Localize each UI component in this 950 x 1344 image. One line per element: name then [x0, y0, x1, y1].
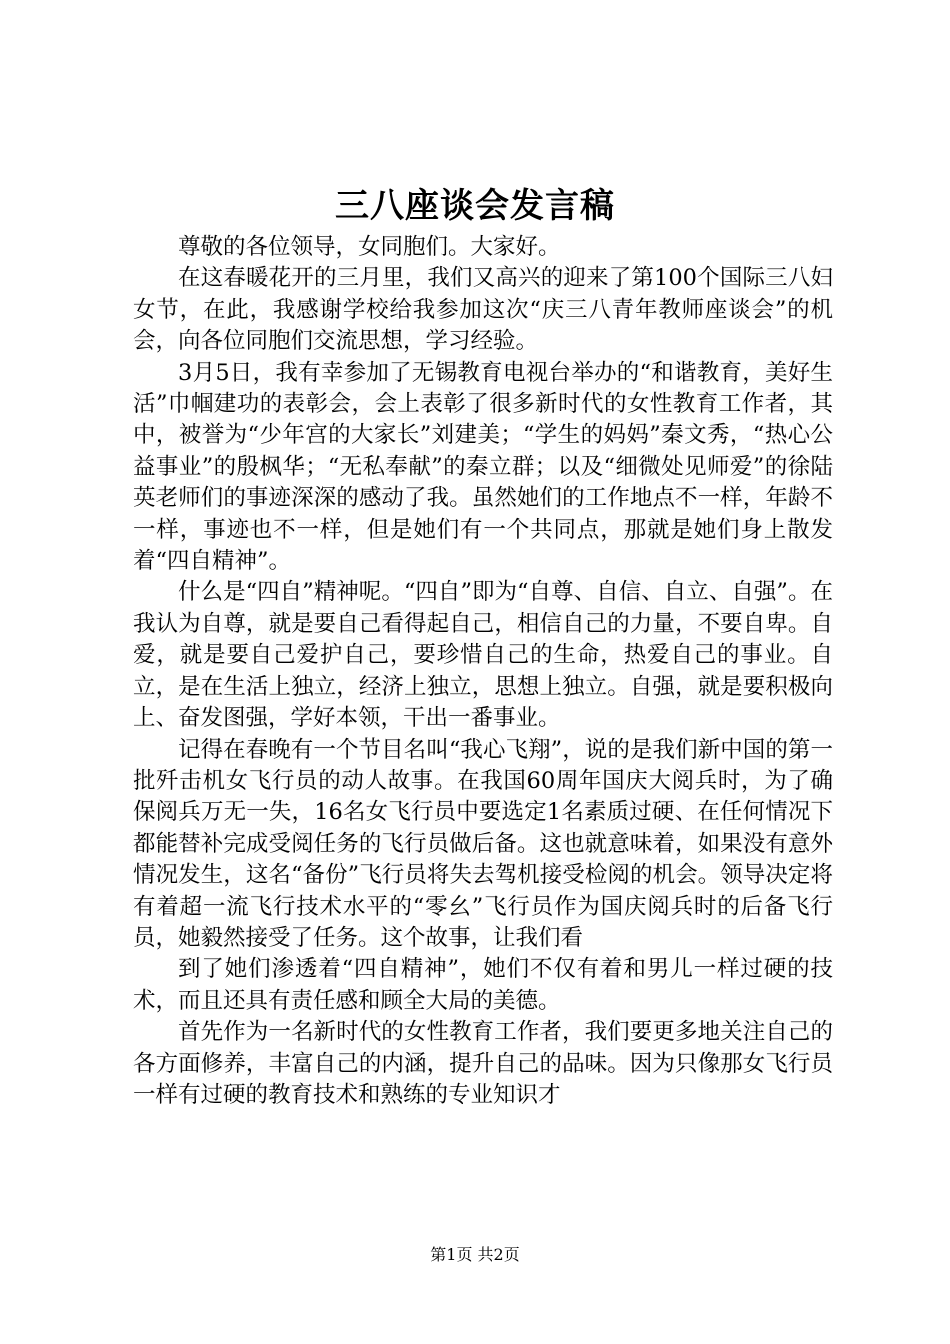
paragraph-four-self-spirit: 什么是“四自”精神呢。“四自”即为“自尊、自信、自立、自强”。在我认为自尊，就是要自己看得起自己，相信自己的力量，不要自卑。自爱，就是要自己爱护自己，要珍惜自己的生命，热爱自己的事业。自立，是在生活上独立，经济上独立，思想上独立。自强，就是要积极向上、奋发图强，学好本领，干出一番事业。 [133, 579, 833, 732]
paragraph-award-meeting: 3月5日，我有幸参加了无锡教育电视台举办的“和谐教育，美好生活”巾帼建功的表彰会，会上表彰了很多新时代的女性教育工作者，其中，被誉为“少年宫的大家长”刘建美；“学生的妈妈”秦文秀，“热心公益事业”的殷枫华；“无私奉献”的秦立群；以及“细微处见师爱”的徐陆英老师们的事迹深深的感动了我。虽然她们的工作地点不一样，年龄不一样，事迹也不一样，但是她们有一个共同点，那就是她们身上散发着“四自精神”。 [133, 359, 833, 575]
paragraph-greeting: 尊敬的各位领导，女同胞们。大家好。 [178, 234, 561, 260]
paragraph-intro: 在这春暖花开的三月里，我们又高兴的迎来了第100个国际三八妇女节，在此，我感谢学校给我参加这次“庆三八青年教师座谈会”的机会，向各位同胞们交流思想，学习经验。 [133, 265, 833, 355]
paragraph-first-point: 首先作为一名新时代的女性教育工作者，我们要更多地关注自己的各方面修养，丰富自己的内涵，提升自己的品味。因为只像那女飞行员一样有过硬的教育技术和熟练的专业知识才 [133, 1019, 833, 1108]
document-body [133, 232, 833, 1111]
paragraph-story-conclusion: 到了她们渗透着“四自精神”，她们不仅有着和男儿一样过硬的技术，而且还具有责任感和顾全大局的美德。 [133, 956, 833, 1014]
document-title: 三八座谈会发言稿 [335, 186, 615, 226]
page-number-footer: 第1页 共2页 [430, 1245, 520, 1264]
paragraph-pilot-story: 记得在春晚有一个节目名叫“我心飞翔”，说的是我们新中国的第一批歼击机女飞行员的动人故事。在我国60周年国庆大阅兵时，为了确保阅兵万无一失，16名女飞行员中要选定1名素质过硬、在任何情况下都能替补完成受阅任务的飞行员做后备。这也就意味着，如果没有意外情况发生，这名“备份”飞行员将失去驾机接受检阅的机会。领导决定将有着超一流飞行技术水平的“零幺”飞行员作为国庆阅兵时的后备飞行员，她毅然接受了任务。这个故事，让我们看 [133, 736, 833, 951]
